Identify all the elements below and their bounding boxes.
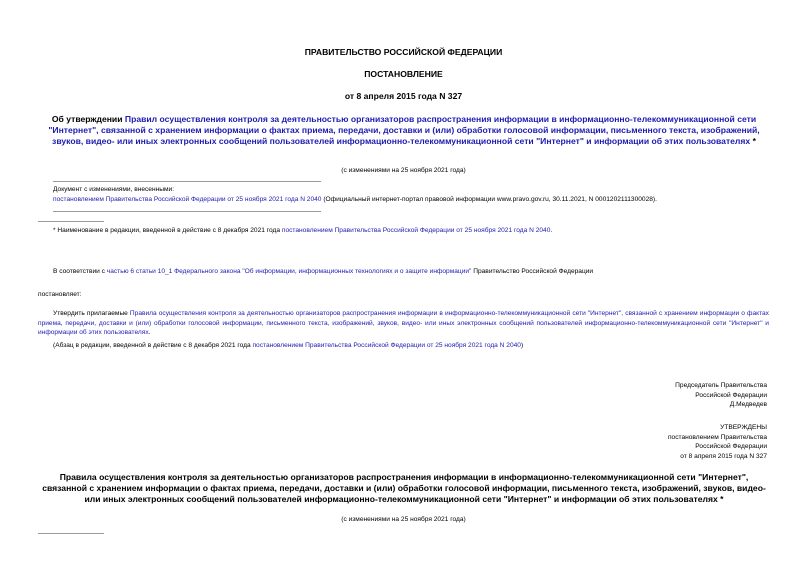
approve-prefix: Утвердить прилагаемые — [53, 310, 130, 317]
footnote-divider — [38, 221, 104, 222]
rules-revision-note: (с изменениями на 25 ноября 2021 года) — [341, 516, 466, 523]
basis-prefix: В соответствии с — [53, 268, 107, 275]
signature-country: Российской Федерации — [695, 391, 767, 399]
approve-note — [53, 341, 773, 351]
rules-title: Правила осуществления контроля за деятельностью организаторов распространения информации в информационно-телекоммуникационной сети "Интернет", связанной с хранением информации о фактах приема, передачи, доставки и (или) обработки голосовой информации, письменного текста, изображений, звуков, видео- или иных электронных сообщений пользователей информационно-телекоммуникационной сети "Интернет" и информации об этих пользователях * — [42, 472, 766, 505]
federal-law-link[interactable]: частью 6 статьи 10_1 Федерального закона "Об информации, информационных технологиях и о защите информации" — [106, 268, 472, 275]
signature-block — [675, 381, 767, 410]
approve-paragraph — [38, 309, 769, 338]
approved-country: Российской Федерации — [695, 443, 767, 451]
title-prefix: Об утверждении — [51, 114, 125, 124]
approved-rules-link[interactable]: Правила осуществления контроля за деятельностью организаторов распространения информации в информационно-телекоммуникационной сети "Интернет", связанной с хранением информации о фактах приема, передачи, доставки и (или) обработки голосовой информации, письменного текста, изображений, звуков, видео- или иных электронных сообщений пользователей информационно-телекоммуникационной сети "Интернет" и информации об этих пользователях — [38, 310, 769, 336]
basis-paragraph — [53, 267, 773, 277]
changes-line — [53, 195, 773, 205]
changes-decree-link[interactable]: постановлением Правительства Российской Федерации от 25 ноября 2021 года N 2040 — [53, 196, 322, 203]
doc-type-heading: ПОСТАНОВЛЕНИЕ — [364, 69, 443, 79]
revision-note: (с изменениями на 25 ноября 2021 года) — [341, 167, 466, 174]
title-suffix: * — [750, 136, 756, 147]
divider — [53, 181, 321, 182]
approve-suffix: . — [148, 329, 151, 336]
approve-note-suffix: ) — [520, 342, 524, 349]
footnote — [53, 226, 773, 236]
decides-text: постановляет: — [38, 291, 82, 298]
government-heading: ПРАВИТЕЛЬСТВО РОССИЙСКОЙ ФЕДЕРАЦИИ — [304, 47, 503, 57]
document-title — [38, 114, 770, 148]
basis-suffix: Правительство Российской Федерации — [471, 268, 594, 275]
footnote-divider — [38, 533, 104, 534]
changes-tail: (Официальный интернет-портал правовой информации www.pravo.gov.ru, 30.11.2021, N 0001202111300028). — [321, 196, 657, 203]
signature-name: Д.Медведев — [729, 401, 767, 409]
footnote-suffix: . — [550, 227, 553, 234]
signature-position: Председатель Правительства — [675, 382, 767, 389]
title-rules-link[interactable]: Правил осуществления контроля за деятельностью организаторов распространения информации в информационно-телекоммуникационной сети "Интернет", связанной с хранением информации о фактах приема, передачи, доставки и (или) обработки голосовой информации, письменного текста, изображений, звуков, видео- или иных электронных сообщений пользователей информационно-телекоммуникационной сети "Интернет" и информации об этих пользователях — [48, 114, 760, 147]
divider — [53, 211, 321, 212]
approved-by: постановлением Правительства — [667, 433, 767, 441]
approve-note-prefix: (Абзац в редакции, введенной в действие с 8 декабря 2021 года — [53, 342, 253, 349]
approved-block — [668, 423, 767, 461]
approve-note-decree-link[interactable]: постановлением Правительства Российской Федерации от 25 ноября 2021 года N 2040 — [252, 342, 521, 349]
doc-date-number: от 8 апреля 2015 года N 327 — [344, 91, 463, 101]
changes-intro: Документ с изменениями, внесенными: — [53, 186, 175, 193]
approved-date: от 8 апреля 2015 года N 327 — [680, 452, 767, 460]
footnote-prefix: * Наименование в редакции, введенной в действие с 8 декабря 2021 года — [53, 227, 282, 234]
approved-label: УТВЕРЖДЕНЫ — [720, 424, 767, 431]
footnote-decree-link[interactable]: постановлением Правительства Российской Федерации от 25 ноября 2021 года N 2040 — [281, 227, 551, 234]
